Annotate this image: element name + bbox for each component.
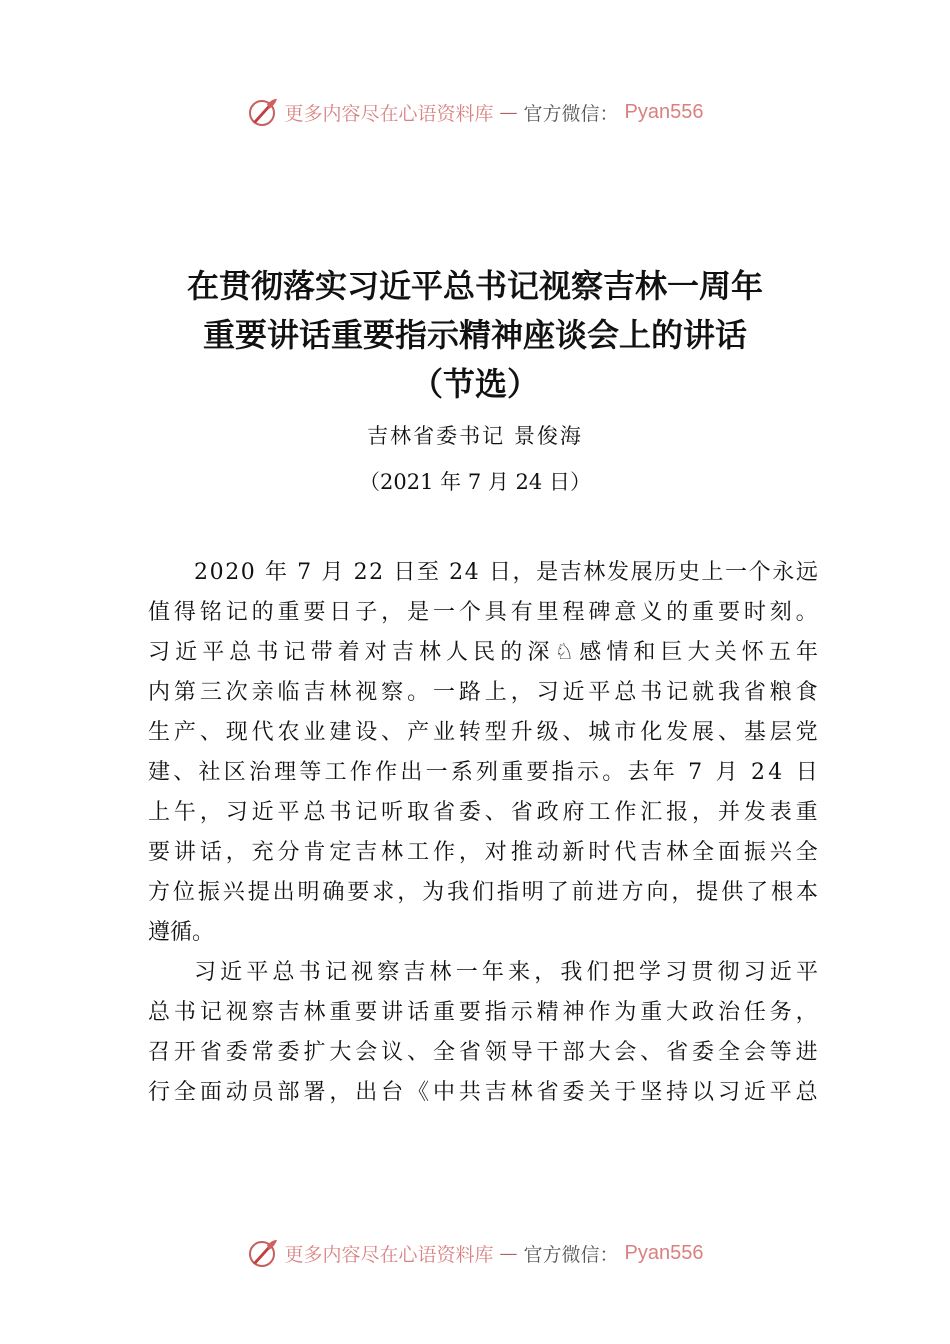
paragraph-line: 值 得 铭 记 的 重 要 日 子 ， 是 一 个 具 有 里 程 碑 意 义 的 重 要 时 刻 。 [148,600,818,625]
paragraph-line: 内 第 三 次 亲 临 吉 林 视 察 。 一 路 上 ， 习 近 平 总 书 记 就 我 省 粮 食 [148,680,818,705]
paragraph-line: 习 近 平 总 书 记 带 着 对 吉 林 人 民 的 深 ♘ 感 情 和 巨 大 关 怀 五 年 [148,640,818,665]
paragraph-line: 生 产 、 现 代 农 业 建 设 、 产 业 转 型 升 级 、 城 市 化 发 展 、 基 层 党 [148,720,818,745]
watermark-text: 更多内容尽在心语资料库 [284,1243,494,1266]
watermark-wechat-label: 官方微信： [523,102,619,125]
quill-logo-icon [247,96,279,128]
document-title [0,262,950,409]
document-body [148,553,818,1113]
title-line-1: 在贯彻落实习近平总书记视察吉林一周年 [186,267,763,305]
author-byline: 吉林省委书记 景俊海 [367,424,583,448]
footer-watermark [0,1236,950,1270]
paragraph-line: 召 开 省 委 常 委 扩 大 会 议 、 全 省 领 导 干 部 大 会 、 省 委 全 会 等 进 [148,1040,818,1065]
watermark-wechat-id: Pyan556 [624,1241,704,1264]
watermark-text: 更多内容尽在心语资料库 [284,102,494,125]
paragraph-line: 总 书 记 视 察 吉 林 重 要 讲 话 重 要 指 示 精 神 作 为 重 大 政 治 任 务 ， [148,1000,818,1025]
title-line-3: （节选） [410,365,539,403]
title-line-2: 重要讲话重要指示精神座谈会上的讲话 [202,316,747,354]
watermark-wechat-label: 官方微信： [523,1243,619,1266]
paragraph-line: 习 近 平 总 书 记 视 察 吉 林 一 年 来 ， 我 们 把 学 习 贯 彻 习 近 平 [194,960,818,985]
paragraph-line: 遵循。 [148,920,215,945]
watermark-wechat-id: Pyan556 [624,100,704,123]
paragraph-1 [148,553,818,953]
paragraph-2 [148,953,818,1113]
paragraph-line: 建 、 社 区 治 理 等 工 作 作 出 一 系 列 重 要 指 示 。 去 年 7 月 2 4 日 [148,760,818,785]
header-watermark [0,95,950,129]
watermark-separator: — [499,1242,518,1264]
paragraph-line: 上 午 ， 习 近 平 总 书 记 听 取 省 委 、 省 政 府 工 作 汇 报 ， 并 发 表 重 [148,800,818,825]
paragraph-line: 行 全 面 动 员 部 署 ， 出 台 《 中 共 吉 林 省 委 关 于 坚 持 以 习 近 平 总 [148,1080,818,1105]
speech-date: （2021 年 7 月 24 日） [359,470,591,494]
watermark-separator: — [499,101,518,123]
paragraph-line: 要 讲 话 ， 充 分 肯 定 吉 林 工 作 ， 对 推 动 新 时 代 吉 林 全 面 振 兴 全 [148,840,818,865]
paragraph-line: 2 0 2 0 年 7 月 2 2 日 至 2 4 日 ， 是 吉 林 发 展 历 史 上 一 个 永 远 [194,560,818,585]
paragraph-line: 方 位 振 兴 提 出 明 确 要 求 ， 为 我 们 指 明 了 前 进 方 向 ， 提 供 了 根 本 [148,880,818,905]
quill-logo-icon [247,1237,279,1269]
